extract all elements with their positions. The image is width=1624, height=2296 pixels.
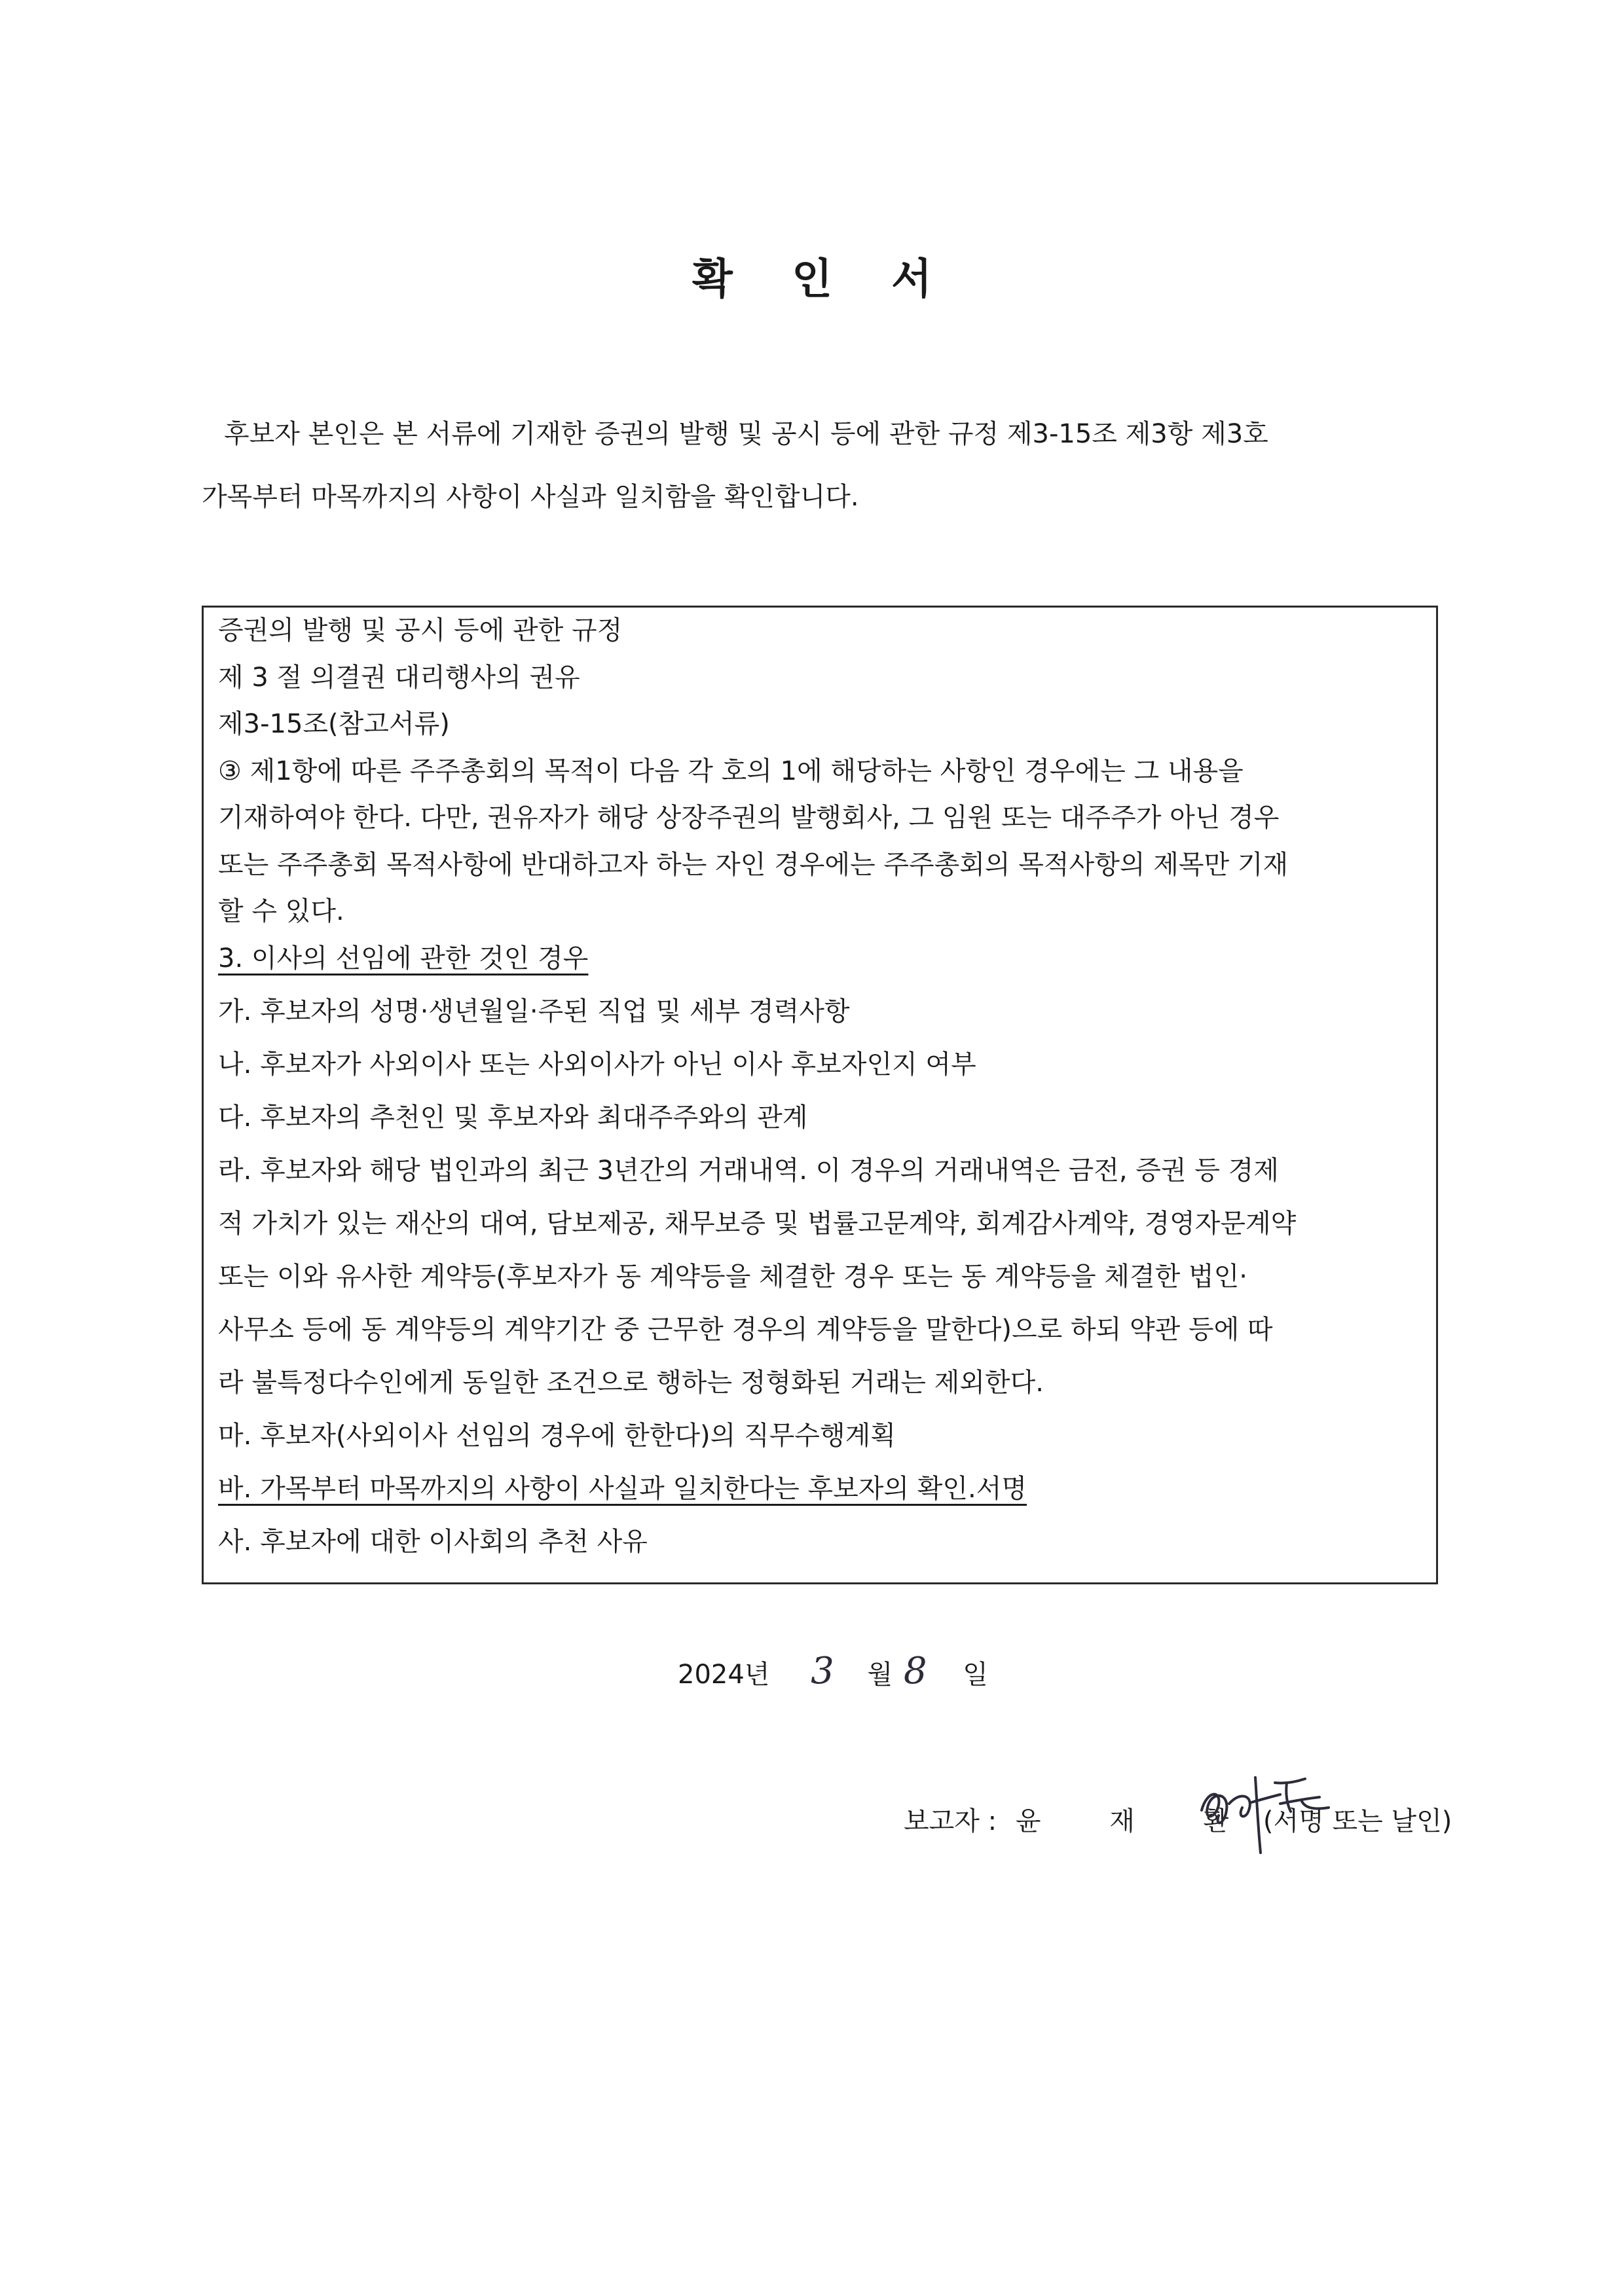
regulation-line-underlined: 3. 이사의 선임에 관한 것인 경우	[218, 943, 589, 974]
regulation-line: 증권의 발행 및 공시 등에 관한 규정	[218, 615, 623, 646]
date-row	[678, 1650, 988, 1692]
regulation-line: 사무소 등에 동 계약등의 계약기간 중 근무한 경우의 계약등을 말한다)으로 하되 약관 등에 따	[218, 1315, 1273, 1345]
reporter-row	[904, 1800, 1452, 1838]
intro-line-1: 후보자 본인은 본 서류에 기재한 증권의 발행 및 공시 등에 관한 규정 제3-15조 제3항 제3호	[224, 419, 1268, 449]
date-year: 2024년	[678, 1660, 770, 1690]
regulation-line: 사. 후보자에 대한 이사회의 추천 사유	[218, 1527, 648, 1557]
regulation-line: ③ 제1항에 따른 주주총회의 목적이 다음 각 호의 1에 해당하는 사항인 경우에는 그 내용을	[218, 756, 1244, 786]
regulation-line: 제3-15조(참고서류)	[218, 709, 450, 739]
regulation-line-underlined: 바. 가목부터 마목까지의 사항이 사실과 일치한다는 후보자의 확인.서명	[218, 1474, 1027, 1504]
regulation-line: 또는 이와 유사한 계약등(후보자가 동 계약등을 체결한 경우 또는 동 계약등을 체결한 법인·	[218, 1262, 1247, 1292]
handwritten-signature	[1189, 1764, 1339, 1856]
regulation-line: 할 수 있다.	[218, 896, 344, 926]
reporter-name-char: 환	[1203, 1806, 1229, 1836]
reporter-label: 보고자 :	[904, 1806, 997, 1836]
date-month-label: 월	[867, 1660, 893, 1690]
sign-note: (서명 또는 날인)	[1263, 1806, 1452, 1836]
regulation-box	[202, 606, 1438, 1584]
regulation-line: 제 3 절 의결권 대리행사의 권유	[218, 663, 580, 693]
intro-line-2: 가목부터 마목까지의 사항이 사실과 일치함을 확인합니다.	[202, 482, 859, 512]
reporter-name-char: 재	[1109, 1806, 1135, 1836]
regulation-line: 마. 후보자(사외이사 선임의 경우에 한한다)의 직무수행계획	[218, 1421, 896, 1451]
regulation-line: 적 가치가 있는 재산의 대여, 담보제공, 채무보증 및 법률고문계약, 회계감사계약, 경영자문계약	[218, 1209, 1297, 1239]
regulation-line: 라. 후보자와 해당 법인과의 최근 3년간의 거래내역. 이 경우의 거래내역은 금전, 증권 등 경제	[218, 1156, 1279, 1186]
intro-paragraph	[202, 403, 1446, 528]
document-title: 확 인 서	[692, 255, 955, 304]
regulation-line: 또는 주주총회 목적사항에 반대하고자 하는 자인 경우에는 주주총회의 목적사항의 제목만 기재	[218, 850, 1289, 880]
regulation-line: 다. 후보자의 추천인 및 후보자와 최대주주와의 관계	[218, 1102, 808, 1133]
date-day-handwritten: 8	[903, 1650, 927, 1692]
date-month-handwritten: 3	[811, 1650, 834, 1692]
regulation-line: 라 불특정다수인에게 동일한 조건으로 행하는 정형화된 거래는 제외한다.	[218, 1368, 1044, 1398]
regulation-line: 나. 후보자가 사외이사 또는 사외이사가 아닌 이사 후보자인지 여부	[218, 1049, 976, 1080]
regulation-line: 가. 후보자의 성명·생년월일·주된 직업 및 세부 경력사항	[218, 996, 850, 1027]
regulation-line: 기재하여야 한다. 다만, 권유자가 해당 상장주권의 발행회사, 그 임원 또는 대주주가 아닌 경우	[218, 803, 1280, 833]
reporter-name-char: 윤	[1015, 1806, 1041, 1836]
date-day-label: 일	[963, 1660, 988, 1690]
